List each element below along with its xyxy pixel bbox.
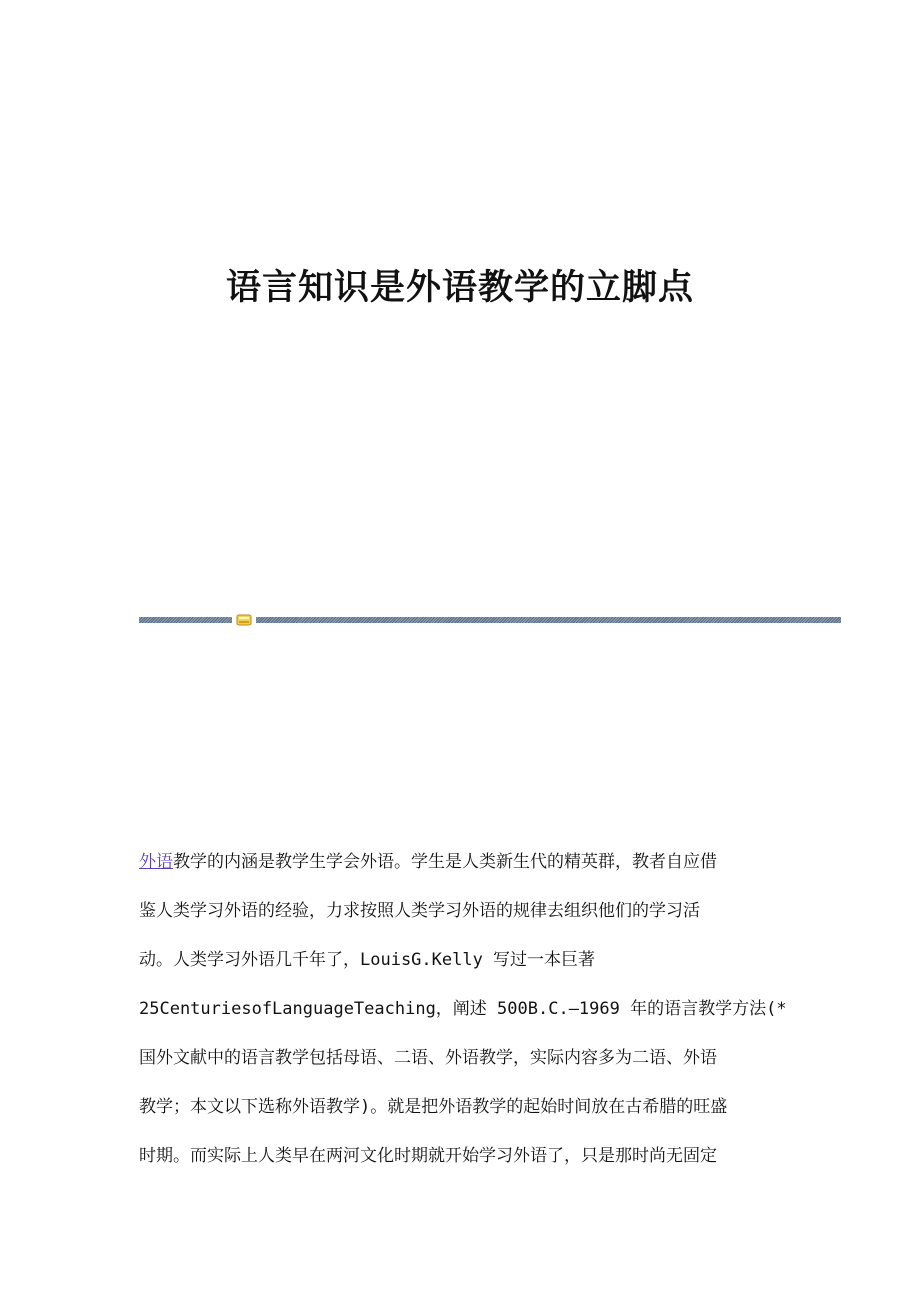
divider-bar-left	[139, 617, 232, 623]
section-divider	[139, 614, 841, 626]
body-line: 动。人类学习外语几千年了，LouisG.Kelly 写过一本巨著	[139, 950, 596, 970]
body-line: 时期。而实际上人类早在两河文化时期就开始学习外语了，只是那时尚无固定	[139, 1146, 717, 1166]
gem-ornament-icon	[236, 614, 252, 626]
page-title: 语言知识是外语教学的立脚点	[225, 267, 694, 308]
divider-bar-right	[256, 617, 841, 623]
body-line	[139, 838, 779, 887]
body-line: 25CenturiesofLanguageTeaching，阐述 500B.C.—1969 年的语言教学方法(*	[139, 999, 787, 1019]
body-paragraph	[139, 838, 787, 1181]
body-line: 国外文献中的语言教学包括母语、二语、外语教学，实际内容多为二语、外语	[139, 1048, 717, 1068]
body-line-text: 教学的内涵是教学生学会外语。学生是人类新生代的精英群，教者自应借	[173, 852, 717, 872]
body-line: 鉴人类学习外语的经验，力求按照人类学习外语的规律去组织他们的学习活	[139, 901, 700, 921]
term-link-foreign-language[interactable]: 外语	[139, 852, 173, 872]
body-line: 教学；本文以下选称外语教学)。就是把外语教学的起始时间放在古希腊的旺盛	[139, 1097, 728, 1117]
